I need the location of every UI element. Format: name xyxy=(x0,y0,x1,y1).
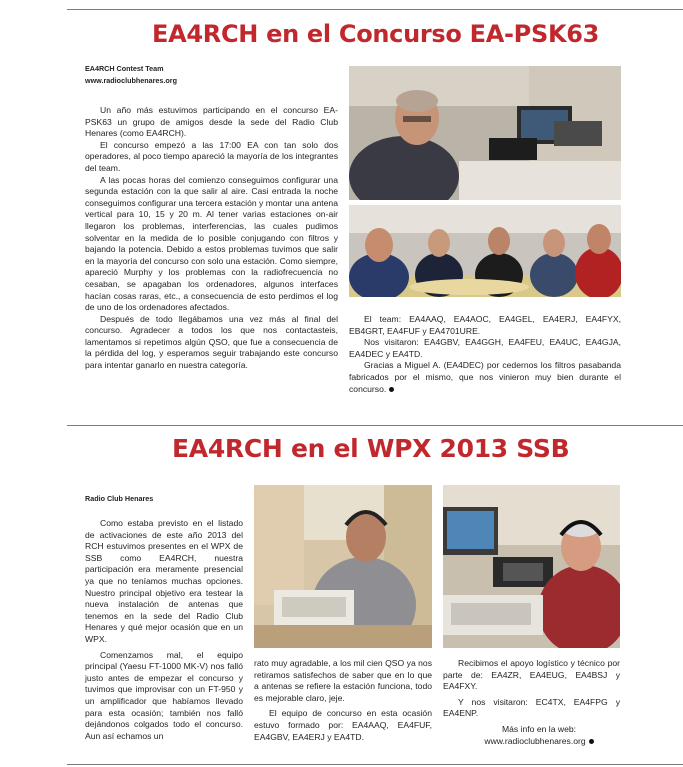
article1-website-link[interactable]: www.radioclubhenares.org xyxy=(85,76,177,85)
article1-thanks: Gracias a Miguel A. (EA4DEC) por cedernos los filtros pasabanda fabricados por el mismo, que nos vinieron muy bien durante el concurso. xyxy=(349,360,621,394)
article1-paragraph: A las pocas horas del comienzo conseguimos configurar una segunda estación con la que salir al aire. Casi entrada la noche conseguimos configurar una tercera estación y montar una antena vertical para 10, 15 y 20 m. Al tener varias estaciones on-air llegaron los problemas, interferencias, las cuales pudimos solventar en la medida de lo posible conjugando con filtros y bajando la potencia. Debido a estos problemas tuvimos que salir en la mayoría del concurso con solo una estación. Como siempre, apareció Murphy y los problemas con la radiofrecuencia no cesaban, se apagaban los ordenadores, algunos interfaces hacían cosas raras, etc., a consecuencia de esto perdimos el log de uno de los ordenadores afectados. xyxy=(85,174,338,313)
article2-paragraph: El equipo de concurso en esta ocasión estuvo formado por: EA4AAQ, EA4FUF, EA4GBV, EA4ERJ y EA4TD. xyxy=(254,708,432,742)
photo-operator-at-computer xyxy=(349,66,621,200)
article1-body-right xyxy=(349,314,621,395)
more-info-label: Más info en la web: xyxy=(501,723,577,734)
article1-body-left xyxy=(85,105,338,372)
article1-byline xyxy=(85,63,177,87)
end-of-article-mark xyxy=(389,387,394,392)
article2-body-col1 xyxy=(85,518,243,742)
article2-paragraph: rato muy agradable, a los mil cien QSO ya nos retiramos satisfechos de saber que en lo que a antenas se refiere la estación funciona, todo es mejorable claro, jeje. xyxy=(254,658,432,703)
article2-paragraph: Comenzamos mal, el equipo principal (Yaesu FT-1000 MK-V) nos falló justo antes de empezar el concurso y tuvimos que improvisar con un FT-950 y un amplificador que habíamos llevado para esta ocasión; también nos falló dejándonos colgados todo el concurso. Aun así echamos un xyxy=(85,649,243,741)
article2-title: EA4RCH en el WPX 2013 SSB xyxy=(172,434,570,463)
article1-paragraph: Un año más estuvimos participando en el concurso EA-PSK63 un grupo de amigos desde la sede del Radio Club Henares (como EA4RCH). xyxy=(85,105,338,139)
article2-byline: Radio Club Henares xyxy=(85,494,154,503)
article1-author: EA4RCH Contest Team xyxy=(85,64,164,73)
article2-support: Recibimos el apoyo logístico y técnico por parte de: EA4ZR, EA4EUG, EA4BSJ y EA4FXY. xyxy=(443,658,620,692)
article1-title: EA4RCH en el Concurso EA-PSK63 xyxy=(152,20,600,48)
article1-paragraph: Después de todo llegábamos una vez más al final del concurso. Agradecer a todos los que nos contactasteis, lamentamos si repetimos algún QSO, que fue a consecuencia de la pérdida del log, y esperamos seguir trabajando este concurso para intentar ganarlo en nuestra categoría. xyxy=(85,313,338,371)
article1-team: El team: EA4AAQ, EA4AOC, EA4GEL, EA4ERJ, EA4FYX, EB4GRT, EA4FUF y EA4701URE. xyxy=(349,314,621,336)
article2-visitors: Y nos visitaron: EC4TX, EA4FPG y EA4ENP. xyxy=(443,696,620,719)
article1-paragraph: El concurso empezó a las 17:00 EA con tan solo dos operadores, al poco tiempo apareció la mayoría de los integrantes del team. xyxy=(85,139,338,173)
end-of-article-mark xyxy=(589,739,594,744)
photo-operator-headset-1 xyxy=(254,485,432,648)
article2-paragraph: Como estaba previsto en el listado de activaciones de este año 2013 del RCH estuvimos presentes en el WPX de SSB como EA4RCH, nuestra participación era meramente presencial ya que no teníamos muchas opciones. Nuestro principal objetivo era testear la nueva instalación de antenas que tenemos en la sede del Radio Club Henares y qué mejor ocasión que en un WPX. xyxy=(85,518,243,644)
bottom-rule xyxy=(67,764,683,765)
article2-body-col3 xyxy=(443,658,620,747)
photo-team-eating xyxy=(349,205,621,297)
article2-body-col2 xyxy=(254,658,432,743)
section-divider xyxy=(67,425,683,426)
article1-visitors: Nos visitaron: EA4GBV, EA4GGH, EA4FEU, EA4UC, EA4GJA, EA4DEC y EA4TD. xyxy=(349,337,621,359)
photo-operator-headset-2 xyxy=(443,485,620,648)
more-info-line xyxy=(443,736,620,748)
top-rule xyxy=(67,9,683,10)
more-info-link[interactable]: www.radioclubhenares.org xyxy=(484,735,586,746)
